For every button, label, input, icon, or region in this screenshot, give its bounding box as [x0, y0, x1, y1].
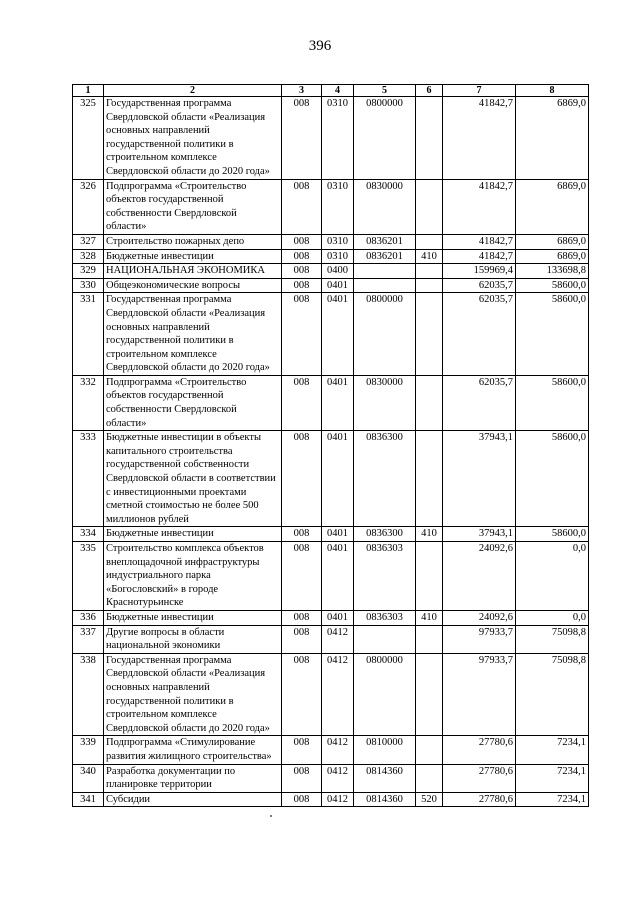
row-target-code: [354, 264, 416, 279]
table-row: [73, 610, 589, 625]
row-section-code: 0412: [322, 736, 354, 764]
row-section-code: 0310: [322, 179, 354, 234]
table-row: [73, 234, 589, 249]
row-amount-col8: 0,0: [516, 610, 589, 625]
row-number: 340: [73, 764, 104, 792]
row-number: 327: [73, 234, 104, 249]
row-ministry-code: 008: [282, 97, 322, 180]
row-amount-col7: 24092,6: [443, 610, 516, 625]
column-header: 3: [282, 85, 322, 97]
row-amount-col8: 7234,1: [516, 764, 589, 792]
row-ministry-code: 008: [282, 293, 322, 376]
row-target-code: 0836303: [354, 542, 416, 611]
row-amount-col8: 7234,1: [516, 792, 589, 807]
row-number: 341: [73, 792, 104, 807]
row-expense-type: [416, 234, 443, 249]
row-name: Бюджетные инвестиции: [104, 527, 282, 542]
row-target-code: 0800000: [354, 97, 416, 180]
row-target-code: 0800000: [354, 293, 416, 376]
row-ministry-code: 008: [282, 542, 322, 611]
column-header: 8: [516, 85, 589, 97]
row-amount-col7: 62035,7: [443, 293, 516, 376]
row-amount-col8: 6869,0: [516, 234, 589, 249]
row-number: 325: [73, 97, 104, 180]
row-ministry-code: 008: [282, 375, 322, 430]
row-amount-col8: 7234,1: [516, 736, 589, 764]
row-expense-type: [416, 278, 443, 293]
row-number: 338: [73, 653, 104, 736]
row-amount-col7: 159969,4: [443, 264, 516, 279]
row-ministry-code: 008: [282, 278, 322, 293]
row-ministry-code: 008: [282, 653, 322, 736]
row-amount-col7: 97933,7: [443, 653, 516, 736]
row-target-code: 0800000: [354, 653, 416, 736]
row-name: Строительство пожарных депо: [104, 234, 282, 249]
row-section-code: 0401: [322, 542, 354, 611]
row-name: Подпрограмма «Строительство объектов государственной собственности Свердловской области»: [104, 375, 282, 430]
row-target-code: 0830000: [354, 179, 416, 234]
row-expense-type: [416, 179, 443, 234]
row-ministry-code: 008: [282, 792, 322, 807]
row-target-code: 0836303: [354, 610, 416, 625]
row-ministry-code: 008: [282, 249, 322, 264]
row-expense-type: [416, 542, 443, 611]
row-ministry-code: 008: [282, 179, 322, 234]
row-ministry-code: 008: [282, 431, 322, 527]
row-number: 326: [73, 179, 104, 234]
row-amount-col7: 62035,7: [443, 278, 516, 293]
row-amount-col8: 58600,0: [516, 375, 589, 430]
budget-table: [72, 84, 589, 807]
row-number: 328: [73, 249, 104, 264]
row-name: Подпрограмма «Стимулирование развития жилищного строительства»: [104, 736, 282, 764]
table-header-row: [73, 85, 589, 97]
row-amount-col7: 24092,6: [443, 542, 516, 611]
row-amount-col8: 6869,0: [516, 249, 589, 264]
row-number: 331: [73, 293, 104, 376]
column-header: 6: [416, 85, 443, 97]
row-name: Государственная программа Свердловской области «Реализация основных направлений государственной политики в строительном комплексе Свердловской области до 2020 года»: [104, 653, 282, 736]
row-amount-col7: 41842,7: [443, 234, 516, 249]
row-target-code: [354, 625, 416, 653]
row-amount-col7: 37943,1: [443, 527, 516, 542]
table-row: [73, 542, 589, 611]
table-row: [73, 293, 589, 376]
row-target-code: 0814360: [354, 792, 416, 807]
row-target-code: 0830000: [354, 375, 416, 430]
table-row: [73, 527, 589, 542]
row-section-code: 0310: [322, 97, 354, 180]
row-name: Общеэкономические вопросы: [104, 278, 282, 293]
row-expense-type: [416, 264, 443, 279]
row-amount-col7: 97933,7: [443, 625, 516, 653]
row-target-code: 0836201: [354, 234, 416, 249]
row-ministry-code: 008: [282, 764, 322, 792]
row-amount-col8: 133698,8: [516, 264, 589, 279]
row-expense-type: [416, 293, 443, 376]
row-number: 333: [73, 431, 104, 527]
row-number: 332: [73, 375, 104, 430]
table-row: [73, 764, 589, 792]
row-name: Разработка документации по планировке территории: [104, 764, 282, 792]
row-number: 335: [73, 542, 104, 611]
row-number: 336: [73, 610, 104, 625]
column-header: 5: [354, 85, 416, 97]
row-number: 330: [73, 278, 104, 293]
row-expense-type: [416, 625, 443, 653]
row-amount-col7: 41842,7: [443, 97, 516, 180]
row-target-code: 0836201: [354, 249, 416, 264]
row-name: Государственная программа Свердловской области «Реализация основных направлений государственной политики в строительном комплексе Свердловской области до 2020 года»: [104, 293, 282, 376]
row-expense-type: 410: [416, 610, 443, 625]
row-target-code: [354, 278, 416, 293]
table-row: [73, 264, 589, 279]
row-name: Бюджетные инвестиции: [104, 610, 282, 625]
page-number: 396: [308, 38, 332, 54]
row-amount-col8: 58600,0: [516, 278, 589, 293]
row-amount-col7: 27780,6: [443, 736, 516, 764]
row-amount-col8: 75098,8: [516, 653, 589, 736]
row-amount-col8: 6869,0: [516, 179, 589, 234]
row-amount-col8: 75098,8: [516, 625, 589, 653]
row-section-code: 0401: [322, 278, 354, 293]
row-section-code: 0401: [322, 610, 354, 625]
table-row: [73, 653, 589, 736]
row-expense-type: [416, 375, 443, 430]
table-row: [73, 249, 589, 264]
row-section-code: 0400: [322, 264, 354, 279]
table-row: [73, 375, 589, 430]
row-amount-col8: 0,0: [516, 542, 589, 611]
row-number: 339: [73, 736, 104, 764]
table-row: [73, 625, 589, 653]
row-target-code: 0836300: [354, 431, 416, 527]
row-expense-type: [416, 97, 443, 180]
row-ministry-code: 008: [282, 625, 322, 653]
row-number: 337: [73, 625, 104, 653]
row-section-code: 0412: [322, 764, 354, 792]
column-header: 4: [322, 85, 354, 97]
column-header: 7: [443, 85, 516, 97]
table-row: [73, 736, 589, 764]
row-amount-col7: 41842,7: [443, 249, 516, 264]
row-section-code: 0401: [322, 527, 354, 542]
row-expense-type: 410: [416, 527, 443, 542]
row-name: Государственная программа Свердловской области «Реализация основных направлений государственной политики в строительном комплексе Свердловской области до 2020 года»: [104, 97, 282, 180]
row-name: НАЦИОНАЛЬНАЯ ЭКОНОМИКА: [104, 264, 282, 279]
row-section-code: 0412: [322, 792, 354, 807]
row-amount-col7: 41842,7: [443, 179, 516, 234]
table-row: [73, 97, 589, 180]
row-section-code: 0401: [322, 375, 354, 430]
row-ministry-code: 008: [282, 527, 322, 542]
row-amount-col7: 62035,7: [443, 375, 516, 430]
row-amount-col8: 58600,0: [516, 431, 589, 527]
scan-artifact: [270, 815, 272, 817]
row-amount-col8: 58600,0: [516, 527, 589, 542]
table-row: [73, 278, 589, 293]
row-ministry-code: 008: [282, 736, 322, 764]
row-target-code: 0814360: [354, 764, 416, 792]
row-expense-type: [416, 764, 443, 792]
row-number: 329: [73, 264, 104, 279]
row-amount-col7: 37943,1: [443, 431, 516, 527]
row-ministry-code: 008: [282, 264, 322, 279]
table-row: [73, 431, 589, 527]
row-amount-col8: 58600,0: [516, 293, 589, 376]
row-section-code: 0310: [322, 234, 354, 249]
column-header: 1: [73, 85, 104, 97]
row-expense-type: 410: [416, 249, 443, 264]
row-target-code: 0836300: [354, 527, 416, 542]
row-amount-col7: 27780,6: [443, 792, 516, 807]
row-section-code: 0401: [322, 293, 354, 376]
row-section-code: 0401: [322, 431, 354, 527]
row-name: Субсидии: [104, 792, 282, 807]
table-row: [73, 179, 589, 234]
row-amount-col7: 27780,6: [443, 764, 516, 792]
row-ministry-code: 008: [282, 610, 322, 625]
row-expense-type: 520: [416, 792, 443, 807]
row-name: Подпрограмма «Строительство объектов государственной собственности Свердловской области»: [104, 179, 282, 234]
row-number: 334: [73, 527, 104, 542]
row-target-code: 0810000: [354, 736, 416, 764]
row-ministry-code: 008: [282, 234, 322, 249]
row-name: Другие вопросы в области национальной экономики: [104, 625, 282, 653]
row-name: Строительство комплекса объектов внеплощадочной инфраструктуры индустриального парка «Богословский» в городе Краснотурьинске: [104, 542, 282, 611]
row-expense-type: [416, 653, 443, 736]
row-section-code: 0310: [322, 249, 354, 264]
row-amount-col8: 6869,0: [516, 97, 589, 180]
row-section-code: 0412: [322, 653, 354, 736]
table-row: [73, 792, 589, 807]
row-expense-type: [416, 431, 443, 527]
row-section-code: 0412: [322, 625, 354, 653]
row-name: Бюджетные инвестиции: [104, 249, 282, 264]
row-expense-type: [416, 736, 443, 764]
column-header: 2: [104, 85, 282, 97]
row-name: Бюджетные инвестиции в объекты капитального строительства государственной собственности Свердловской области в соответствии с инвестиционными проектами сметной стоимостью не более 500 миллионов рублей: [104, 431, 282, 527]
